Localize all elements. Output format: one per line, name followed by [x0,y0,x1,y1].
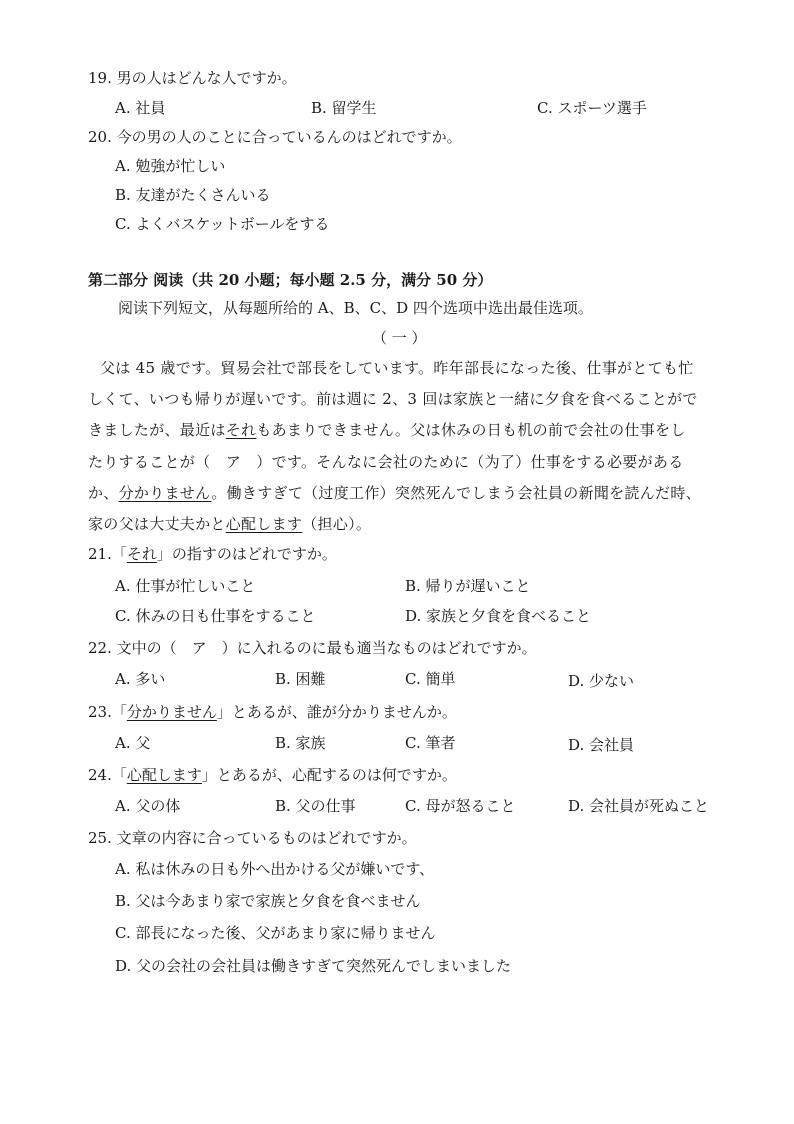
passage-line-3 [88,420,686,440]
passage-text: たりすることが（ ア ）です。そんなに会社のために（为了）仕事をする必要がある [88,453,684,471]
q21-option-b: B. 帰りが遅いこと [405,577,531,595]
q25-option-b: B. 父は今あまり家で家族と夕食を食べません [115,892,421,910]
question-24 [88,765,457,785]
q24-option-c: C. 母が怒ること [405,797,516,815]
passage-line-5 [88,483,701,503]
passage-line-4 [88,452,684,472]
q25-option-d: D. 父の会社の会社員は働きすぎて突然死んでしまいました [115,957,512,975]
question-20: 20. 今の男の人のことに合っているんのはどれですか。 [88,128,462,146]
question-text: 」とあるが、心配するのは何ですか。 [201,766,457,784]
q20-option-a: A. 勉強が忙しい [115,157,226,175]
q23-option-c: C. 筆者 [405,734,456,752]
q19-option-b: B. 留学生 [311,99,377,117]
underlined-phrase: 心配します [126,766,202,784]
q25-option-c: C. 部長になった後、父があまり家に帰りません [115,924,436,942]
question-19: 19. 男の人はどんな人ですか。 [88,69,297,87]
underlined-phrase: 分かりません [126,703,217,721]
q22-option-a: A. 多い [115,670,166,688]
question-text: 23.「 [88,703,127,721]
passage-line-2: しくて、いつも帰りが遅いです。前は週に 2、3 回は家族と一緒に夕食を食べることがで [88,390,698,408]
question-23 [88,702,457,722]
question-text: 21.「 [88,545,127,563]
passage-text: 。働きすぎて（过度工作）突然死んでしまう会社員の新聞を読んだ時、 [211,484,701,502]
passage-text: 家の父は大丈夫かと [88,515,226,533]
q23-option-d: D. 会社員 [568,736,635,754]
q21-option-d: D. 家族と夕食を食べること [405,607,592,625]
passage-text: もあまりできません。父は休みの日も机の前で会社の仕事をし [256,421,686,439]
section-instruction: 阅读下列短文，从每题所给的 A、B、C、D 四个选项中选出最佳选项。 [118,299,593,317]
underlined-phrase: 心配します [225,515,303,533]
question-text: 」とあるが、誰が分かりませんか。 [216,703,457,721]
q20-option-c: C. よくバスケットボールをする [115,215,330,233]
passage-line-6 [88,514,371,534]
q25-option-a: A. 私は休みの日も外へ出かける父が嫌いです、 [115,860,435,878]
passage-text: （担心）。 [302,515,372,533]
q23-option-a: A. 父 [115,734,151,752]
question-21 [88,544,337,564]
passage-line-1: 父は 45 歳です。貿易会社で部長をしています。昨年部長になった後、仕事がとても忙 [100,359,694,377]
underlined-phrase: 分かりません [118,484,212,502]
question-22: 22. 文中の（ ア ）に入れるのに最も適当なものはどれですか。 [88,639,537,657]
q24-option-b: B. 父の仕事 [275,797,356,815]
q21-option-a: A. 仕事が忙しいこと [115,577,256,595]
part-label: （ 一 ） [372,329,427,347]
question-text: 」の指すのはどれですか。 [156,545,337,563]
q23-option-b: B. 家族 [275,734,326,752]
q22-option-d: D. 少ない [568,672,635,690]
passage-text: か、 [88,484,119,502]
q20-option-b: B. 友達がたくさんいる [115,186,271,204]
q24-option-d: D. 会社員が死ぬこと [568,797,710,815]
q21-option-c: C. 休みの日も仕事をすること [115,607,316,625]
q24-option-a: A. 父の体 [115,797,181,815]
question-25: 25. 文章の内容に合っているものはどれですか。 [88,829,417,847]
q19-option-a: A. 社員 [115,99,166,117]
underlined-phrase: それ [225,421,257,439]
passage-text: きましたが、最近は [88,421,226,439]
question-text: 24.「 [88,766,127,784]
section-heading: 第二部分 阅读（共 20 小题；每小题 2.5 分，满分 50 分） [88,271,493,289]
q22-option-c: C. 簡単 [405,670,456,688]
q22-option-b: B. 困難 [275,670,326,688]
underlined-phrase: それ [126,545,157,563]
q19-option-c: C. スポーツ選手 [537,99,647,117]
